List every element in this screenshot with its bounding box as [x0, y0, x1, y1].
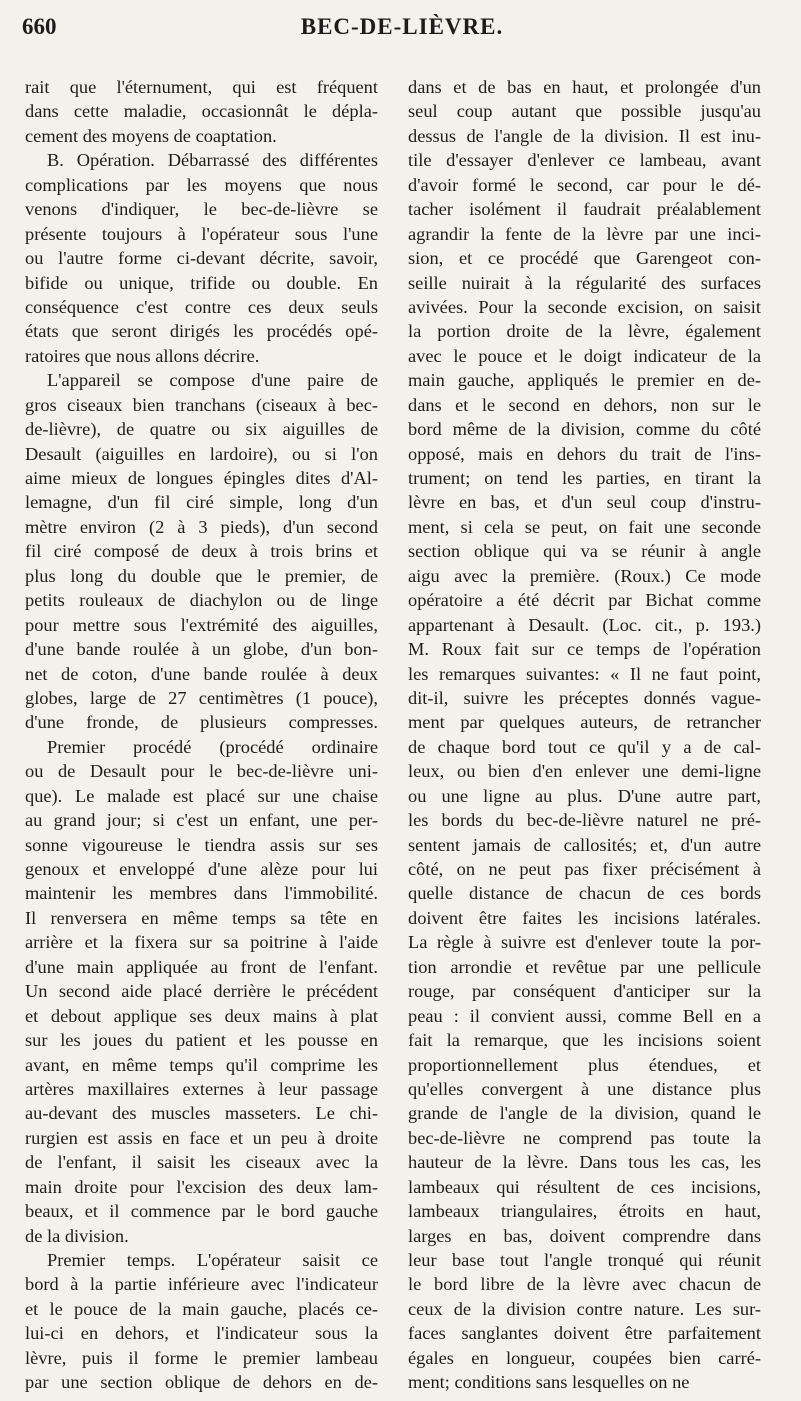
text-line: complications par les moyens que nous	[25, 174, 378, 195]
text-line: par une section oblique de dehors en de-	[25, 1372, 378, 1393]
text-line: Premier temps. L'opérateur saisit ce	[47, 1250, 378, 1270]
text-line: présente toujours à l'opérateur sous l'une	[25, 223, 378, 244]
page-header	[22, 14, 782, 64]
text-line: aime mieux de longues épingles dites d'Al-	[25, 468, 378, 488]
running-title: BEC-DE-LIÈVRE.	[300, 14, 504, 39]
text-line: plus long du double que le premier, de	[25, 565, 378, 586]
text-line: lèvre, puis il forme le premier lambeau	[25, 1347, 378, 1368]
text-line: ceux de la division contre nature. Les sur-	[408, 1298, 761, 1319]
text-line: d'une main appliquée au front de l'enfant.	[25, 956, 378, 977]
text-line: états que seront dirigés les procédés opé-	[25, 321, 378, 342]
text-line: genoux et enveloppé d'une alèze pour lui	[25, 859, 378, 879]
text-line: d'avoir formé le second, car pour le dé-	[408, 174, 761, 195]
text-line: seul coup autant que possible jusqu'au	[408, 101, 761, 122]
text-line: faces sanglantes doivent être parfaitement	[408, 1323, 761, 1344]
text-line: au-devant des muscles masseters. Le chi-	[25, 1103, 378, 1124]
text-line: bord à la partie inférieure avec l'indicateur	[25, 1274, 378, 1295]
text-line: dessus de l'angle de la division. Il est inu-	[408, 125, 761, 146]
text-line: et le pouce de la main gauche, placés ce-	[25, 1298, 378, 1319]
text-line: fil ciré composé de deux à trois brins et	[25, 541, 378, 562]
text-line: opposé, mais en dehors du trait de l'ins-	[408, 443, 761, 464]
text-line: sion, et ce procédé que Garengeot con-	[408, 248, 761, 269]
text-line: lui-ci en dehors, et l'indicateur sous la	[25, 1323, 378, 1344]
text-line: de l'enfant, il saisit les ciseaux avec la	[25, 1152, 378, 1173]
text-line: venons d'indiquer, le bec-de-lièvre se	[25, 199, 378, 220]
text-line: aigu avec la première. (Roux.) Ce mode	[408, 565, 761, 586]
text-line: sentent jamais de callosités; et, d'un autre	[408, 834, 761, 855]
text-line: bec-de-lièvre ne comprend pas toute la	[408, 1127, 761, 1148]
page-number: 660	[22, 14, 57, 39]
text-line: égales en longueur, coupées bien carré-	[408, 1347, 761, 1368]
text-line: leur base tout l'angle tronqué qui réunit	[408, 1250, 761, 1270]
left-column	[25, 75, 378, 1395]
text-line: rouge, par conséquent d'anticiper sur la	[408, 981, 761, 1002]
text-line: côté, on ne peut pas fixer précisément à	[408, 859, 761, 879]
text-line: bifide ou unique, trifide ou double. En	[25, 272, 378, 293]
text-line: hauteur de la lèvre. Dans tous les cas, les	[408, 1152, 761, 1173]
text-line: le bord libre de la lèvre avec chacun de	[408, 1274, 761, 1295]
text-line: artères maxillaires externes à leur passage	[25, 1078, 378, 1099]
text-line: trument; on tend les parties, en tirant la	[408, 468, 761, 488]
text-line: cement des moyens de coaptation.	[25, 125, 277, 146]
text-line: d'une bande roulée à un globe, d'un bon-	[25, 639, 378, 660]
text-line: L'appareil se compose d'une paire de	[47, 370, 378, 391]
text-line: agrandir la fente de la lèvre par une inci-	[408, 223, 761, 244]
text-line: sonne vigoureuse le tiendra assis sur ses	[25, 834, 378, 855]
right-column	[408, 75, 761, 1395]
text-line: peau : il convient aussi, comme Bell en a	[408, 1005, 761, 1026]
text-line: lambeaux qui résultent de ces incisions,	[408, 1176, 761, 1197]
text-line: grande de l'angle de la division, quand le	[408, 1103, 761, 1124]
text-line: la portion droite de la lèvre, également	[408, 321, 761, 342]
text-line: ou de Desault pour le bec-de-lièvre uni-	[25, 761, 378, 782]
text-line: dans cette maladie, occasionnât le dépla-	[25, 101, 378, 122]
text-line: et debout applique ses deux mains à plat	[25, 1005, 378, 1026]
text-line: dans et le second en dehors, non sur le	[408, 394, 761, 415]
text-line: ment; conditions sans lesquelles on ne	[408, 1372, 690, 1393]
text-line: B. Opération. Débarrassé des différentes	[47, 150, 378, 171]
text-line: larges en bas, doivent comprendre dans	[408, 1225, 761, 1246]
text-line: doivent être faites les incisions latérales.	[408, 907, 761, 928]
text-line: proportionnellement plus étendues, et	[408, 1054, 761, 1075]
text-line: rait que l'éternument, qui est fréquent	[25, 77, 378, 97]
text-line: appartenant à Desault. (Loc. cit., p. 193.)	[408, 614, 761, 635]
text-line: seille nuirait à la régularité des surfaces	[408, 272, 761, 293]
text-line: beaux, et il commence par le bord gauche	[25, 1201, 378, 1222]
text-line: fait la remarque, que les incisions soient	[408, 1030, 761, 1051]
text-line: conséquence c'est contre ces deux seuls	[25, 296, 378, 317]
text-line: net de coton, d'une bande roulée à deux	[25, 663, 378, 684]
text-line: au grand jour; si c'est un enfant, une per-	[25, 810, 378, 831]
text-line: opératoire a été décrit par Bichat comme	[408, 590, 761, 611]
text-line: avant, en même temps qu'il comprime les	[25, 1054, 378, 1075]
text-line: lambeaux triangulaires, étroits en haut,	[408, 1201, 761, 1222]
text-line: de la division.	[25, 1225, 129, 1246]
text-line: arrière et la fixera sur sa poitrine à l'aide	[25, 932, 378, 953]
text-line: M. Roux fait sur ce temps de l'opération	[408, 639, 761, 660]
text-line: tile d'essayer d'enlever ce lambeau, avant	[408, 150, 761, 171]
text-line: petits rouleaux de diachylon ou de linge	[25, 590, 378, 611]
text-line: les remarques suivantes: « Il ne faut point,	[408, 663, 761, 684]
text-line: mètre environ (2 à 3 pieds), d'un second	[25, 516, 378, 537]
text-line: sur les joues du patient et les pousse en	[25, 1030, 378, 1051]
text-line: les bords du bec-de-lièvre naturel ne pré-	[408, 810, 761, 831]
text-line: dans et de bas en haut, et prolongée d'un	[408, 77, 761, 97]
text-line: rurgien est assis en face et un peu à droite	[25, 1127, 378, 1148]
text-line: quelle distance de chacun de ces bords	[408, 883, 761, 904]
text-line: pour mettre sous l'extrémité des aiguilles,	[25, 614, 378, 635]
text-line: bord même de la division, comme du côté	[408, 419, 761, 440]
text-line: ou l'autre forme ci-devant décrite, savoir,	[25, 248, 378, 269]
text-line: ratoires que nous allons décrire.	[25, 345, 260, 366]
text-line: lèvre en bas, et d'un seul coup d'instru-	[408, 492, 761, 513]
text-line: gros ciseaux bien tranchans (ciseaux à bec-	[25, 394, 378, 415]
text-line: main gauche, appliqués le premier en de-	[408, 370, 761, 391]
text-line: maintenir les membres dans l'immobilité.	[25, 883, 378, 904]
text-line: leux, ou bien d'en enlever une demi-ligne	[408, 761, 761, 782]
text-line: avec le pouce et le doigt indicateur de la	[408, 345, 761, 366]
text-line: tion arrondie et revêtue par une pellicule	[408, 956, 761, 977]
text-line: main droite pour l'excision des deux lam-	[25, 1176, 378, 1197]
text-line: Premier procédé (procédé ordinaire	[47, 736, 378, 757]
text-line: de chaque bord tout ce qu'il y a de cal-	[408, 736, 761, 757]
text-line: La règle à suivre est d'enlever toute la por-	[408, 932, 761, 953]
text-line: section oblique qui va se réunir à angle	[408, 541, 761, 562]
text-line: de-lièvre), de quatre ou six aiguilles de	[25, 419, 378, 440]
text-line: Un second aide placé derrière le précédent	[25, 981, 378, 1002]
text-line: que). Le malade est placé sur une chaise	[25, 785, 378, 806]
text-line: d'une fronde, de plusieurs compresses.	[25, 712, 378, 733]
text-line: dit-il, suivre les préceptes donnés vague-	[408, 687, 761, 708]
text-line: qu'elles convergent à une distance plus	[408, 1078, 761, 1099]
text-line: ou une ligne au plus. D'une autre part,	[408, 785, 761, 806]
text-line: tacher isolément il faudrait préalablement	[408, 199, 761, 220]
text-line: ment par quelques auteurs, de retrancher	[408, 712, 761, 733]
text-line: lemagne, d'un fil ciré simple, long d'un	[25, 492, 378, 513]
text-line: Il renversera en même temps sa tête en	[25, 907, 378, 928]
text-line: ment, si cela se peut, on fait une seconde	[408, 516, 761, 537]
text-line: avivées. Pour la seconde excision, on saisit	[408, 296, 761, 317]
text-line: globes, large de 27 centimètres (1 pouce),	[25, 687, 378, 708]
text-line: Desault (aiguilles en lardoire), ou si l'on	[25, 443, 378, 464]
